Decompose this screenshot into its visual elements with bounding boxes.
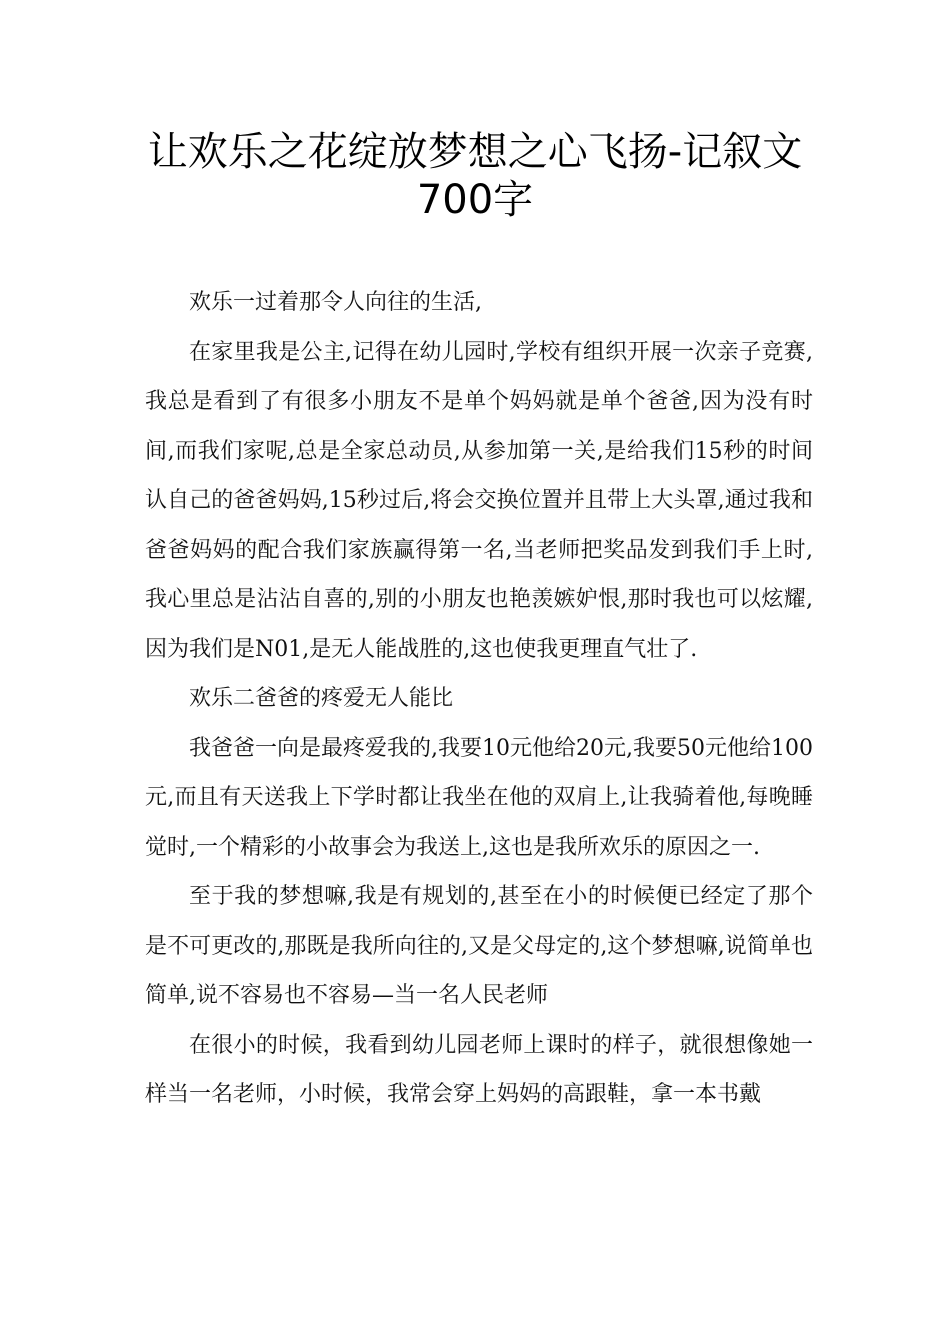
paragraph-6: 在很小的时候，我看到幼儿园老师上课时的样子，就很想像她一样当一名老师，小时候，我常会穿上妈妈的高跟鞋，拿一本书戴 [145,1032,813,1107]
paragraph-4: 我爸爸一向是最疼爱我的,我要10元他给20元,我要50元他给100元,而且有天送我上下学时都让我坐在他的双肩上,让我骑着他,每晚睡觉时,一个精彩的小故事会为我送上,这也是我所欢乐的原因之一. [145,735,813,860]
title-line-1: 让欢乐之花绽放梦想之心飞扬-记叙文 [147,129,803,175]
document-title [100,128,850,224]
paragraph-1: 欢乐一过着那令人向往的生活, [189,290,482,315]
paragraph-5: 至于我的梦想嘛,我是有规划的,甚至在小的时候便已经定了那个是不可更改的,那既是我所向往的,又是父母定的,这个梦想嘛,说简单也简单,说不容易也不容易—当一名人民老师 [145,884,813,1008]
document-body [145,278,813,1120]
title-line-2: 700字 [416,177,534,223]
paragraph-2: 在家里我是公主,记得在幼儿园时,学校有组织开展一次亲子竞赛,我总是看到了有很多小朋友不是单个妈妈就是单个爸爸,因为没有时间,而我们家呢,总是全家总动员,从参加第一关,是给我们15秒的时间认自己的爸爸妈妈,15秒过后,将会交换位置并且带上大头罩,通过我和爸爸妈妈的配合我们家族赢得第一名,当老师把奖品发到我们手上时,我心里总是沾沾自喜的,别的小朋友也艳羡嫉妒恨,那时我也可以炫耀,因为我们是N01,是无人能战胜的,这也使我更理直气壮了. [145,339,813,662]
paragraph-3: 欢乐二爸爸的疼爱无人能比 [189,686,454,711]
